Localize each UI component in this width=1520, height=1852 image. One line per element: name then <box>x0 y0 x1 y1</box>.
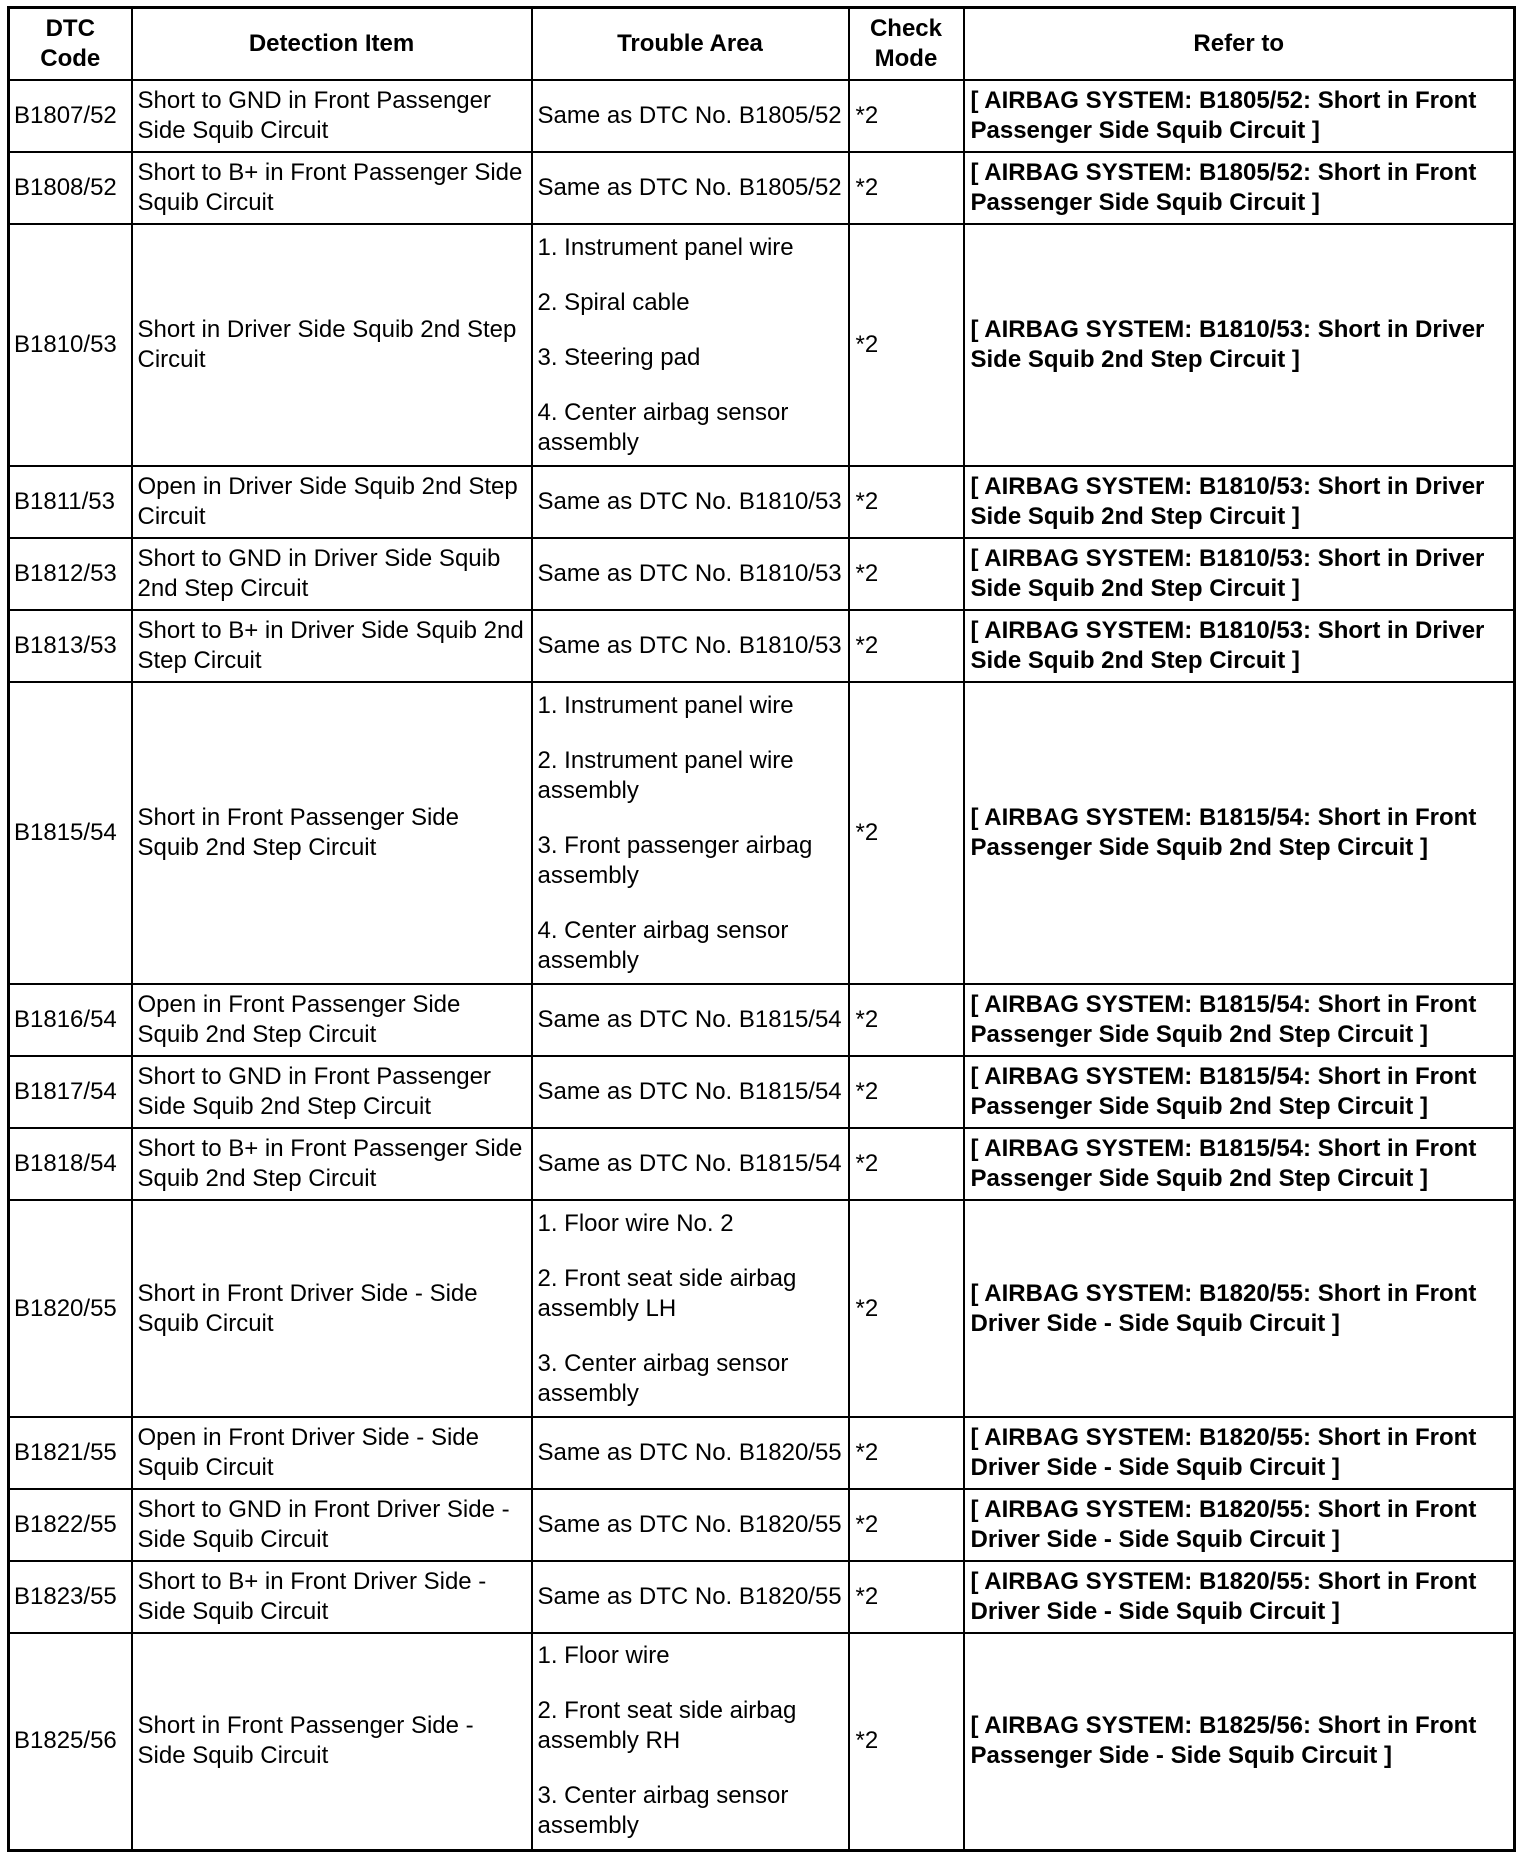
check-mode-cell: *2 <box>849 682 964 984</box>
refer-to-cell: [ AIRBAG SYSTEM: B1810/53: Short in Driver Side Squib 2nd Step Circuit ] <box>964 224 1515 466</box>
trouble-area-cell <box>532 1489 849 1561</box>
detection-item-cell: Short to B+ in Front Passenger Side Squib 2nd Step Circuit <box>132 1128 532 1200</box>
trouble-area-item: 2. Spiral cable <box>537 288 690 316</box>
trouble-area-cell <box>532 1561 849 1633</box>
check-mode-cell: *2 <box>849 1128 964 1200</box>
refer-to-cell: [ AIRBAG SYSTEM: B1805/52: Short in Front Passenger Side Squib Circuit ] <box>964 152 1515 224</box>
detection-item-cell: Open in Driver Side Squib 2nd Step Circuit <box>132 466 532 538</box>
dtc-code-cell: B1817/54 <box>9 1056 132 1128</box>
trouble-area-item: 1. Floor wire No. 2 <box>537 1209 734 1237</box>
trouble-area-item: 1. Instrument panel wire <box>537 233 794 261</box>
detection-item-cell: Short in Front Passenger Side Squib 2nd Step Circuit <box>132 682 532 984</box>
trouble-area-list <box>538 233 843 458</box>
trouble-area-item: Same as DTC No. B1810/53 <box>537 560 842 587</box>
detection-item-cell: Short in Driver Side Squib 2nd Step Circuit <box>132 224 532 466</box>
dtc-code-cell: B1816/54 <box>9 984 132 1056</box>
trouble-area-cell <box>532 466 849 538</box>
trouble-area-list <box>538 559 843 589</box>
detection-item-cell: Open in Front Passenger Side Squib 2nd Step Circuit <box>132 984 532 1056</box>
trouble-area-cell <box>532 1633 849 1850</box>
dtc-code-cell: B1813/53 <box>9 610 132 682</box>
trouble-area-list <box>538 1209 843 1409</box>
table-row <box>9 224 1515 466</box>
detection-item-cell: Short to GND in Driver Side Squib 2nd Step Circuit <box>132 538 532 610</box>
header-detection-item: Detection Item <box>132 8 532 81</box>
trouble-area-item: 1. Instrument panel wire <box>537 691 794 719</box>
trouble-area-list <box>538 631 843 661</box>
trouble-area-cell <box>532 152 849 224</box>
table-row <box>9 1200 1515 1417</box>
detection-item-cell: Short to GND in Front Passenger Side Squib Circuit <box>132 80 532 152</box>
header-refer-to: Refer to <box>964 8 1515 81</box>
table-row <box>9 984 1515 1056</box>
trouble-area-list <box>538 1510 843 1540</box>
check-mode-cell: *2 <box>849 1489 964 1561</box>
trouble-area-cell <box>532 224 849 466</box>
check-mode-cell: *2 <box>849 610 964 682</box>
detection-item-cell: Short to B+ in Driver Side Squib 2nd Step Circuit <box>132 610 532 682</box>
trouble-area-item: Same as DTC No. B1820/55 <box>537 1583 842 1610</box>
trouble-area-list <box>538 1149 843 1179</box>
check-mode-cell: *2 <box>849 80 964 152</box>
detection-item-cell: Short to GND in Front Driver Side - Side Squib Circuit <box>132 1489 532 1561</box>
dtc-code-cell: B1821/55 <box>9 1417 132 1489</box>
dtc-code-cell: B1808/52 <box>9 152 132 224</box>
trouble-area-item: 2. Front seat side airbag assembly RH <box>537 1697 797 1755</box>
check-mode-cell: *2 <box>849 984 964 1056</box>
table-row <box>9 538 1515 610</box>
refer-to-cell: [ AIRBAG SYSTEM: B1810/53: Short in Driver Side Squib 2nd Step Circuit ] <box>964 538 1515 610</box>
check-mode-cell: *2 <box>849 466 964 538</box>
dtc-code-cell: B1823/55 <box>9 1561 132 1633</box>
table-header-row <box>9 8 1515 81</box>
trouble-area-list <box>538 1641 843 1841</box>
trouble-area-cell <box>532 610 849 682</box>
table-row <box>9 1489 1515 1561</box>
dtc-table <box>7 6 1516 1852</box>
trouble-area-item: Same as DTC No. B1810/53 <box>537 488 842 515</box>
dtc-code-cell: B1820/55 <box>9 1200 132 1417</box>
refer-to-cell: [ AIRBAG SYSTEM: B1825/56: Short in Front Passenger Side - Side Squib Circuit ] <box>964 1633 1515 1850</box>
trouble-area-item: 4. Center airbag sensor assembly <box>537 916 789 974</box>
trouble-area-cell <box>532 984 849 1056</box>
trouble-area-item: 2. Front seat side airbag assembly LH <box>537 1264 797 1322</box>
detection-item-cell: Short in Front Passenger Side - Side Squib Circuit <box>132 1633 532 1850</box>
table-row <box>9 152 1515 224</box>
trouble-area-item: Same as DTC No. B1820/55 <box>537 1511 842 1538</box>
trouble-area-item: 4. Center airbag sensor assembly <box>537 398 789 456</box>
refer-to-cell: [ AIRBAG SYSTEM: B1805/52: Short in Front Passenger Side Squib Circuit ] <box>964 80 1515 152</box>
dtc-document <box>7 6 1516 1852</box>
check-mode-cell: *2 <box>849 224 964 466</box>
check-mode-cell: *2 <box>849 1633 964 1850</box>
trouble-area-list <box>538 101 843 131</box>
trouble-area-item: 3. Front passenger airbag assembly <box>537 831 813 889</box>
table-row <box>9 466 1515 538</box>
trouble-area-list <box>538 1077 843 1107</box>
detection-item-cell: Short to B+ in Front Driver Side - Side Squib Circuit <box>132 1561 532 1633</box>
table-row <box>9 1056 1515 1128</box>
check-mode-cell: *2 <box>849 152 964 224</box>
table-row <box>9 1417 1515 1489</box>
refer-to-cell: [ AIRBAG SYSTEM: B1820/55: Short in Front Driver Side - Side Squib Circuit ] <box>964 1489 1515 1561</box>
table-row <box>9 80 1515 152</box>
trouble-area-item: Same as DTC No. B1815/54 <box>537 1150 842 1177</box>
trouble-area-item: 3. Steering pad <box>537 343 701 371</box>
check-mode-cell: *2 <box>849 1056 964 1128</box>
trouble-area-list <box>538 1438 843 1468</box>
trouble-area-item: Same as DTC No. B1810/53 <box>537 632 842 659</box>
detection-item-cell: Short to B+ in Front Passenger Side Squib Circuit <box>132 152 532 224</box>
dtc-code-cell: B1825/56 <box>9 1633 132 1850</box>
trouble-area-item: 1. Floor wire <box>537 1642 670 1670</box>
table-row <box>9 610 1515 682</box>
refer-to-cell: [ AIRBAG SYSTEM: B1810/53: Short in Driver Side Squib 2nd Step Circuit ] <box>964 466 1515 538</box>
table-body <box>9 80 1515 1850</box>
refer-to-cell: [ AIRBAG SYSTEM: B1815/54: Short in Front Passenger Side Squib 2nd Step Circuit ] <box>964 1128 1515 1200</box>
refer-to-cell: [ AIRBAG SYSTEM: B1815/54: Short in Front Passenger Side Squib 2nd Step Circuit ] <box>964 682 1515 984</box>
trouble-area-list <box>538 1582 843 1612</box>
check-mode-cell: *2 <box>849 1561 964 1633</box>
trouble-area-list <box>538 691 843 976</box>
refer-to-cell: [ AIRBAG SYSTEM: B1820/55: Short in Front Driver Side - Side Squib Circuit ] <box>964 1200 1515 1417</box>
trouble-area-cell <box>532 1056 849 1128</box>
detection-item-cell: Open in Front Driver Side - Side Squib Circuit <box>132 1417 532 1489</box>
detection-item-cell: Short to GND in Front Passenger Side Squib 2nd Step Circuit <box>132 1056 532 1128</box>
table-row <box>9 1128 1515 1200</box>
trouble-area-list <box>538 1005 843 1035</box>
dtc-code-cell: B1810/53 <box>9 224 132 466</box>
dtc-code-cell: B1822/55 <box>9 1489 132 1561</box>
check-mode-cell: *2 <box>849 1200 964 1417</box>
trouble-area-cell <box>532 538 849 610</box>
check-mode-cell: *2 <box>849 538 964 610</box>
trouble-area-item: 3. Center airbag sensor assembly <box>537 1782 789 1840</box>
refer-to-cell: [ AIRBAG SYSTEM: B1820/55: Short in Front Driver Side - Side Squib Circuit ] <box>964 1561 1515 1633</box>
header-check-mode: Check Mode <box>849 8 964 81</box>
trouble-area-item: 3. Center airbag sensor assembly <box>537 1349 789 1407</box>
trouble-area-cell <box>532 1128 849 1200</box>
dtc-code-cell: B1811/53 <box>9 466 132 538</box>
trouble-area-item: Same as DTC No. B1805/52 <box>537 174 842 201</box>
refer-to-cell: [ AIRBAG SYSTEM: B1820/55: Short in Front Driver Side - Side Squib Circuit ] <box>964 1417 1515 1489</box>
header-dtc-code: DTC Code <box>9 8 132 81</box>
detection-item-cell: Short in Front Driver Side - Side Squib Circuit <box>132 1200 532 1417</box>
table-row <box>9 682 1515 984</box>
check-mode-cell: *2 <box>849 1417 964 1489</box>
dtc-code-cell: B1815/54 <box>9 682 132 984</box>
trouble-area-item: Same as DTC No. B1815/54 <box>537 1006 842 1033</box>
trouble-area-list <box>538 487 843 517</box>
refer-to-cell: [ AIRBAG SYSTEM: B1815/54: Short in Front Passenger Side Squib 2nd Step Circuit ] <box>964 1056 1515 1128</box>
trouble-area-cell <box>532 80 849 152</box>
trouble-area-cell <box>532 1200 849 1417</box>
dtc-code-cell: B1818/54 <box>9 1128 132 1200</box>
trouble-area-list <box>538 173 843 203</box>
trouble-area-item: Same as DTC No. B1815/54 <box>537 1078 842 1105</box>
trouble-area-cell <box>532 1417 849 1489</box>
table-row <box>9 1633 1515 1850</box>
table-row <box>9 1561 1515 1633</box>
dtc-code-cell: B1807/52 <box>9 80 132 152</box>
header-trouble-area: Trouble Area <box>532 8 849 81</box>
trouble-area-item: Same as DTC No. B1820/55 <box>537 1439 842 1466</box>
refer-to-cell: [ AIRBAG SYSTEM: B1810/53: Short in Driver Side Squib 2nd Step Circuit ] <box>964 610 1515 682</box>
trouble-area-cell <box>532 682 849 984</box>
refer-to-cell: [ AIRBAG SYSTEM: B1815/54: Short in Front Passenger Side Squib 2nd Step Circuit ] <box>964 984 1515 1056</box>
trouble-area-item: 2. Instrument panel wire assembly <box>537 746 794 804</box>
dtc-code-cell: B1812/53 <box>9 538 132 610</box>
trouble-area-item: Same as DTC No. B1805/52 <box>537 102 842 129</box>
